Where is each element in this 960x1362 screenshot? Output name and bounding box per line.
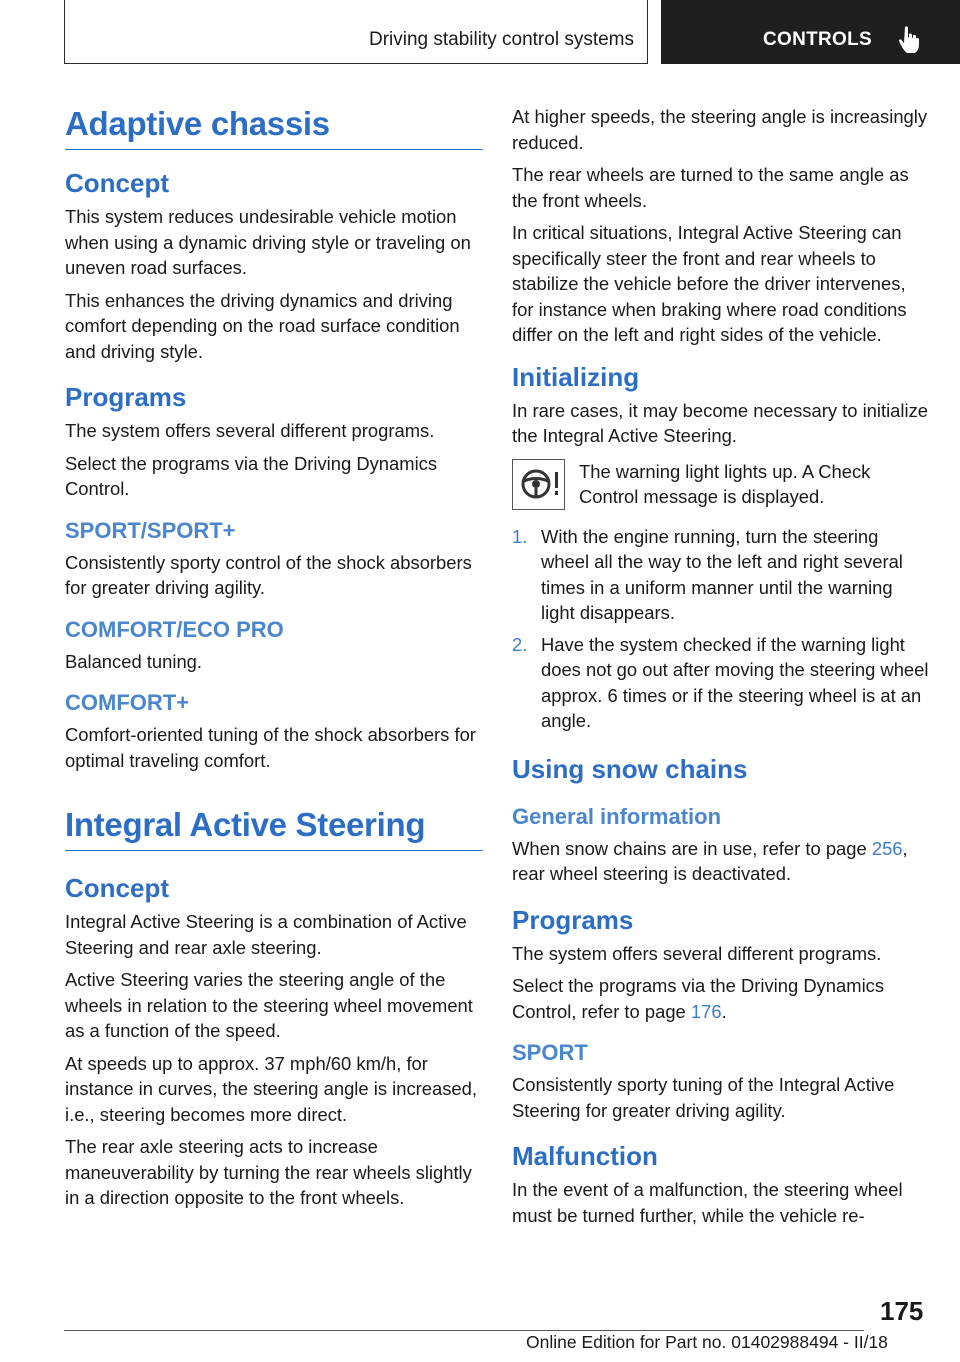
paragraph: The rear wheels are turned to the same angle as the front wheels. (512, 164, 909, 211)
list-item (512, 632, 930, 734)
paragraph: This enhances the driving dynamics and driving comfort depending on the road surface condition and driving style. (65, 289, 460, 362)
text-span: . (721, 1000, 727, 1022)
paragraph: At higher speeds, the steering angle is increasingly reduced. (512, 106, 928, 153)
steps-list (512, 524, 930, 734)
paragraph (512, 973, 930, 1024)
paragraph (512, 836, 930, 887)
paragraph: In rare cases, it may become necessary to initialize the Integral Active Steering. (512, 399, 929, 446)
paragraph: Integral Active Steering is a combination of Active Steering and rear axle steering. (65, 911, 467, 958)
list-item (512, 524, 930, 626)
paragraph: This system reduces undesirable vehicle motion when using a dynamic driving style or traveling on uneven road surfaces. (65, 206, 471, 278)
pointing-hand-icon (898, 25, 922, 55)
edition-text: Online Edition for Part no. 01402988494 - II/18 (526, 1332, 888, 1352)
heading-concept: Concept (65, 168, 169, 198)
step-number: 2. (512, 633, 528, 655)
paragraph: Balanced tuning. (65, 650, 203, 672)
paragraph: In critical situations, Integral Active Steering can specifically steer the front and rear wheels to stabilize the vehicle before the driver intervenes, for instance when braking where road conditions differ on the left and right sides of the vehicle. (512, 222, 907, 345)
page-link-176[interactable]: 176 (690, 1000, 722, 1022)
left-column (65, 98, 483, 1218)
heading-using-snow-chains: Using snow chains (512, 753, 748, 784)
heading-integral-active-steering: Integral Active Steering (65, 806, 426, 843)
paragraph: Consistently sporty control of the shock absorbers for greater driving agility. (65, 551, 472, 598)
right-column (512, 104, 930, 1235)
page-link-256[interactable]: 256 (871, 837, 903, 859)
step-text: With the engine running, turn the steering wheel all the way to the left and right several times in a uniform manner until the warning light disappears. (541, 525, 903, 623)
step-number: 1. (512, 525, 528, 547)
paragraph: Consistently sporty tuning of the Integral Active Steering for greater driving agility. (512, 1074, 895, 1121)
warning-text: The warning light lights up. A Check Control message is displayed. (579, 460, 871, 507)
heading-sport: SPORT (512, 1040, 588, 1065)
heading-general-information: General information (512, 803, 722, 829)
heading-initializing: Initializing (512, 361, 640, 392)
chapter-tab[interactable] (661, 0, 960, 64)
running-header (64, 0, 648, 64)
chapter-tab-label: CONTROLS (763, 29, 873, 50)
heading-rule (65, 850, 483, 851)
paragraph: The system offers several different programs. (512, 942, 882, 964)
footer-rule (64, 1330, 864, 1331)
heading-programs: Programs (65, 382, 187, 412)
paragraph: The system offers several different programs. (65, 420, 435, 441)
text-span: When snow chains are in use, refer to page (512, 837, 872, 859)
heading-malfunction: Malfunction (512, 1141, 658, 1171)
heading-programs: Programs (512, 904, 634, 935)
heading-rule (65, 149, 483, 150)
heading-adaptive-chassis: Adaptive chassis (65, 105, 330, 142)
section-title: Driving stability control systems (368, 29, 634, 50)
text-span: Select the programs via the Driving Dynamics Control, refer to page (512, 975, 885, 1022)
heading-comfort-plus: COMFORT+ (65, 690, 190, 715)
warning-notice (512, 459, 930, 510)
paragraph: Active Steering varies the steering angle of the wheels in relation to the steering wheel movement as a function of the speed. (65, 969, 473, 1041)
paragraph: The rear axle steering acts to increase maneuverability by turning the rear wheels slightly in a direction opposite to the front wheels. (65, 1136, 472, 1208)
step-text: Have the system checked if the warning light does not go out after moving the steering wheel approx. 6 times or if the steering wheel is at an angle. (541, 633, 929, 731)
paragraph: In the event of a malfunction, the steering wheel must be turned further, while the vehicle re- (512, 1179, 903, 1226)
paragraph: Select the programs via the Driving Dynamics Control. (65, 452, 438, 499)
heading-comfort-eco-pro: COMFORT/ECO PRO (65, 616, 284, 642)
paragraph: Comfort-oriented tuning of the shock absorbers for optimal traveling comfort. (65, 724, 476, 771)
heading-concept: Concept (65, 873, 169, 903)
text-span: , rear wheel steering is deactivated. (512, 837, 908, 884)
heading-sport-sport-plus: SPORT/SPORT+ (65, 517, 236, 543)
steering-warning-icon (512, 459, 565, 510)
page-number: 175 (880, 1296, 924, 1326)
paragraph: At speeds up to approx. 37 mph/60 km/h, for instance in curves, the steering angle is increased, i.e., steering becomes more direct. (65, 1052, 477, 1125)
